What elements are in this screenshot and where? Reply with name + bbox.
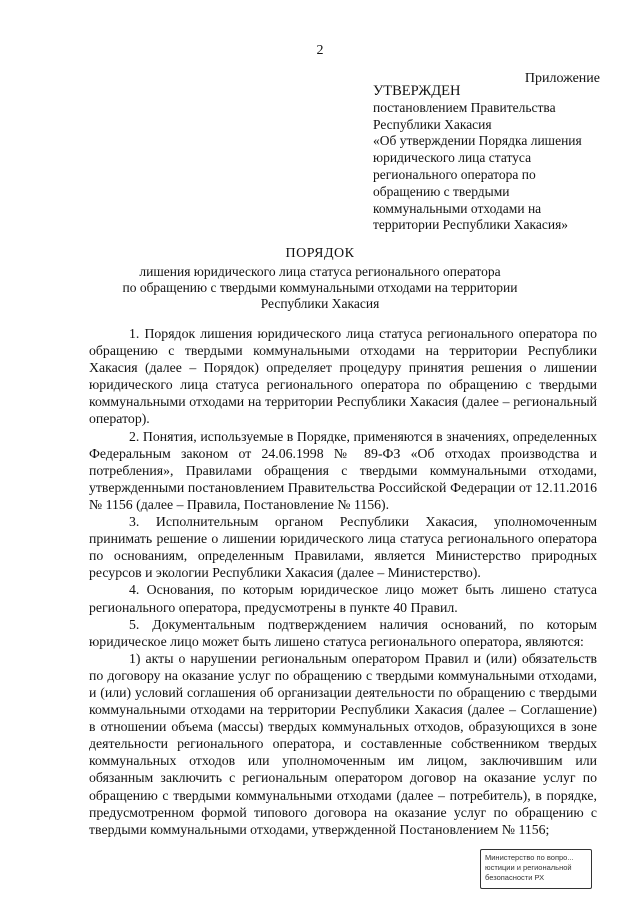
paragraph: 3. Исполнительным органом Республики Хакасия, уполномоченным принимать решение о лишении юридического лица статуса регионального оператора по основаниям, определенным Правилами, является Министерство природных ресурсов и экологии Республики Хакасия (далее – Министерство). xyxy=(89,514,597,581)
approval-line: юридического лица статуса xyxy=(373,150,532,166)
approval-line: «Об утверждении Порядка лишения xyxy=(373,133,582,149)
approval-block xyxy=(373,83,613,234)
document-body xyxy=(89,325,597,838)
title-heading: ПОРЯДОК xyxy=(285,246,355,261)
approval-line: коммунальными отходами на xyxy=(373,200,542,216)
approval-line: территории Республики Хакасия» xyxy=(373,217,569,233)
title-line: лишения юридического лица статуса регионального оператора xyxy=(139,264,501,279)
approval-line: постановлением Правительства xyxy=(373,99,556,115)
approval-line: Республики Хакасия xyxy=(373,116,492,132)
appendix-label: Приложение xyxy=(524,71,600,86)
paragraph: 1) акты о нарушении региональным оператором Правил и (или) обязательств по договору на оказание услуг по обращению с твердыми коммунальными отходами, и (или) условий соглашения об организации деятельности по обращению с твердыми коммунальными отходами на территории Республики Хакасия (далее – Соглашение) в отношении объема (массы) твердых коммунальных отходов, образующихся в зоне деятельности регионального оператора, и составленные собственником твердых коммунальных отходов или уполномоченным им лицом, заключившим или обязанным заключить с региональным оператором договор на оказание услуг по обращению с твердыми коммунальными отходами (далее – потребитель), в порядке, предусмотренном формой типового договора на оказание услуг по обращению с твердыми коммунальными отходами, утвержденной Постановлением № 1156; xyxy=(89,650,597,837)
paragraph: 2. Понятия, используемые в Порядке, применяются в значениях, определенных Федеральным законом от 24.06.1998 № 89-ФЗ «Об отходах производства и потребления», Правилами обращения с твердыми коммунальными отходами, утвержденными постановлением Правительства Российской Федерации от 12.11.2016 № 1156 (далее – Правила, Постановление № 1156). xyxy=(89,428,597,512)
stamp-line: безопасности РХ xyxy=(485,873,545,882)
stamp-line: юстиции и региональной xyxy=(485,863,572,872)
approval-line: обращению с твердыми xyxy=(373,183,510,199)
stamp-line: Министерство по вопро... xyxy=(485,853,574,862)
paragraph: 1. Порядок лишения юридического лица статуса регионального оператора по обращению с твердыми коммунальными отходами на территории Республики Хакасия (далее – Порядок) определяет процедуру принятия решения о лишении юридического лица статуса регионального оператора по обращению с твердыми коммунальными отходами на территории Республики Хакасия (далее – региональный оператор). xyxy=(89,326,597,427)
document-title xyxy=(100,246,540,312)
paragraph: 4. Основания, по которым юридическое лицо может быть лишено статуса регионального оператора, предусмотрены в пункте 40 Правил. xyxy=(89,582,597,615)
title-line: по обращению с твердыми коммунальными отходами на территории xyxy=(122,280,518,295)
page-number: 2 xyxy=(316,43,324,58)
registration-stamp xyxy=(480,849,592,889)
title-line: Республики Хакасия xyxy=(260,296,380,311)
approval-line: регионального оператора по xyxy=(373,166,536,182)
paragraph: 5. Документальным подтверждением наличия оснований, по которым юридическое лицо может быть лишено статуса регионального оператора, являются: xyxy=(89,616,597,649)
approval-heading: УТВЕРЖДЕН xyxy=(373,83,461,99)
